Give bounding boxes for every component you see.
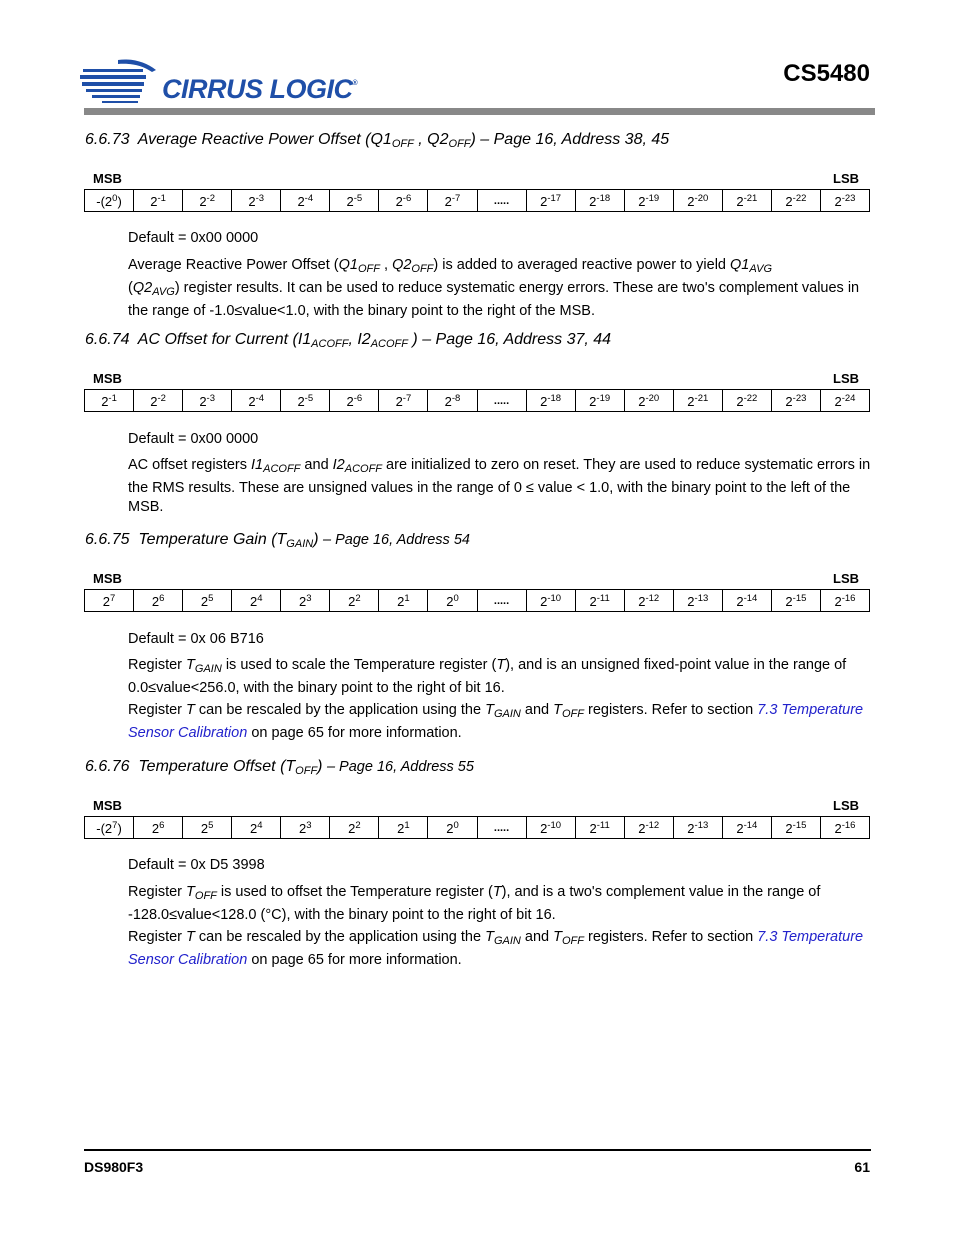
- part-number: CS5480: [783, 60, 870, 87]
- bit-cell: $2^1$: [379, 817, 428, 839]
- lsb-label: LSB: [833, 371, 859, 386]
- bit-cell: $2^{-11}$: [575, 817, 624, 839]
- bit-cell: $2^{-19}$: [624, 190, 673, 212]
- bit-cell: $2^{-19}$: [575, 390, 624, 412]
- section-heading: 6.6.75 Temperature Gain $(T_{GAIN})$ – Page 16, Address 54: [85, 531, 470, 550]
- bit-cell: $2^{-6}$: [379, 190, 428, 212]
- register-bit-table: [84, 571, 870, 612]
- bit-cell: $2^{-20}$: [673, 190, 722, 212]
- bit-cell: $2^{-3}$: [232, 190, 281, 212]
- section-link[interactable]: 7.3 Temperature Sensor Calibration: [128, 929, 864, 968]
- bit-cell: $2^{-23}$: [820, 190, 869, 212]
- header-rule: [84, 108, 875, 115]
- bit-cell: $2^6$: [134, 590, 183, 612]
- bit-cell: $2^{-11}$: [575, 590, 624, 612]
- bit-cell: $2^2$: [330, 590, 379, 612]
- page-number: 61: [854, 1159, 870, 1175]
- section-heading: 6.6.73 Average Reactive Power Offset ($Q1_{OFF}$ , $Q2_{OFF}$) – Page 16, Address 38, 45: [85, 131, 670, 150]
- default-value: Default = 0x00 0000: [128, 431, 259, 447]
- default-value: Default = 0x 06 B716: [128, 631, 264, 647]
- bit-cell: $2^{-15}$: [771, 817, 820, 839]
- bit-cell: $2^{-7}$: [428, 190, 477, 212]
- section-heading: 6.6.76 Temperature Offset $(T_{OFF})$ – Page 16, Address 55: [85, 758, 474, 777]
- bit-cell: $2^7$: [85, 590, 134, 612]
- bit-ellipsis-cell: .....: [477, 390, 526, 412]
- bit-cell: $2^3$: [281, 817, 330, 839]
- register-bit-table: [84, 371, 870, 412]
- bit-cell: $2^{-14}$: [722, 590, 771, 612]
- bit-cell: $2^4$: [232, 817, 281, 839]
- bit-cell: $2^{-15}$: [771, 590, 820, 612]
- bit-cell: $2^{-8}$: [428, 390, 477, 412]
- bit-cell: $2^{-7}$: [379, 390, 428, 412]
- bit-cell: $2^{-21}$: [673, 390, 722, 412]
- bit-cell: $2^{-3}$: [183, 390, 232, 412]
- logo-swoosh-icon: [80, 56, 160, 108]
- bit-cell: $2^1$: [379, 590, 428, 612]
- bit-cell: $2^0$: [428, 590, 477, 612]
- bit-cell: $2^{-4}$: [281, 190, 330, 212]
- bit-cell: $2^{-16}$: [820, 817, 869, 839]
- bit-cell: $2^{-13}$: [673, 590, 722, 612]
- bit-cell: $2^{-22}$: [771, 190, 820, 212]
- description-paragraph: Average Reactive Power Offset ($Q1_{OFF}$ , $Q2_{OFF}$) is added to averaged reactive power to yield $Q1_{AVG}$ $(Q2_{AVG})$ register results. It can be used to reduce systematic energy errors. These are two's complement values in the range of -1.0≤value<1.0, with the binary point to the right of the MSB.: [128, 257, 860, 319]
- bit-cell: $2^5$: [183, 817, 232, 839]
- bit-cell: $2^0$: [428, 817, 477, 839]
- register-bit-table: [84, 798, 870, 839]
- bit-cell: $2^{-1}$: [134, 190, 183, 212]
- section-heading: 6.6.74 AC Offset for Current ($I1_{ACOFF}$, $I2_{ACOFF}$ ) – Page 16, Address 37, 44: [85, 331, 612, 350]
- bit-cell: $2^{-20}$: [624, 390, 673, 412]
- lsb-label: LSB: [833, 571, 859, 586]
- bit-ellipsis-cell: .....: [477, 190, 526, 212]
- cirrus-logic-logo: [80, 56, 358, 108]
- bit-cell: $2^3$: [281, 590, 330, 612]
- msb-label: MSB: [93, 798, 122, 813]
- bit-cell: $2^6$: [134, 817, 183, 839]
- bit-cell: $2^2$: [330, 817, 379, 839]
- bit-cell: $2^{-13}$: [673, 817, 722, 839]
- bit-cell: $2^{-12}$: [624, 817, 673, 839]
- description-paragraph: Register $T_{GAIN}$ is used to scale the Temperature register (T), and is an unsigned fixed-point value in the range of 0.0≤value<256.0, with the binary point to the right of bit 16.: [128, 657, 847, 696]
- bit-cell: $2^{-5}$: [330, 190, 379, 212]
- bit-cell: $2^5$: [183, 590, 232, 612]
- bit-cell: $2^{-2}$: [134, 390, 183, 412]
- bit-cell: $-(2^7)$: [85, 817, 134, 839]
- bit-cell: $2^{-14}$: [722, 817, 771, 839]
- bit-cell: $2^{-1}$: [85, 390, 134, 412]
- bit-cell: $2^{-16}$: [820, 590, 869, 612]
- logo-wordmark: CIRRUS LOGIC: [162, 74, 353, 104]
- bit-ellipsis-cell: .....: [477, 590, 526, 612]
- bit-cell: $2^{-18}$: [575, 190, 624, 212]
- section-link[interactable]: 7.3 Temperature Sensor Calibration: [128, 702, 864, 741]
- bit-ellipsis-cell: .....: [477, 817, 526, 839]
- msb-label: MSB: [93, 571, 122, 586]
- registered-mark: ®: [352, 80, 358, 87]
- lsb-label: LSB: [833, 171, 859, 186]
- bit-cell: $2^{-10}$: [526, 590, 575, 612]
- document-id: DS980F3: [84, 1159, 144, 1175]
- msb-label: MSB: [93, 371, 122, 386]
- bit-cell: $2^{-22}$: [722, 390, 771, 412]
- bit-cell: $2^{-18}$: [526, 390, 575, 412]
- bit-cell: $2^{-6}$: [330, 390, 379, 412]
- bit-cell: $2^{-2}$: [183, 190, 232, 212]
- bit-cell: $2^{-10}$: [526, 817, 575, 839]
- description-paragraph: AC offset registers $I1_{ACOFF}$ and $I2_{ACOFF}$ are initialized to zero on reset. They are used to reduce systematic errors in the RMS results. These are unsigned values in the range of 0 ≤ value < 1.0, with the binary point to the left of the MSB.: [128, 457, 871, 515]
- bit-cell: $2^4$: [232, 590, 281, 612]
- footer-rule: [84, 1149, 871, 1151]
- bit-cell: $2^{-21}$: [722, 190, 771, 212]
- bit-cell: $2^{-4}$: [232, 390, 281, 412]
- msb-label: MSB: [93, 171, 122, 186]
- bit-cell: $2^{-23}$: [771, 390, 820, 412]
- description-paragraph: Register $T_{OFF}$ is used to offset the Temperature register (T), and is a two's complement value in the range of -128.0≤value<128.0 (°C), with the binary point to the right of bit 16.: [128, 884, 821, 923]
- bit-cell: $2^{-17}$: [526, 190, 575, 212]
- register-bit-table: [84, 171, 870, 212]
- bit-cell: $2^{-12}$: [624, 590, 673, 612]
- description-paragraph: Register T can be rescaled by the application using the $T_{GAIN}$ and $T_{OFF}$ registers. Refer to section 7.3 Temperature Sensor Calibration on page 65 for more information.: [128, 702, 864, 741]
- default-value: Default = 0x00 0000: [128, 230, 259, 246]
- lsb-label: LSB: [833, 798, 859, 813]
- default-value: Default = 0x D5 3998: [128, 857, 265, 873]
- bit-cell: $2^{-5}$: [281, 390, 330, 412]
- bit-cell: $-(2^0)$: [85, 190, 134, 212]
- bit-cell: $2^{-24}$: [820, 390, 869, 412]
- description-paragraph: Register T can be rescaled by the application using the $T_{GAIN}$ and $T_{OFF}$ registers. Refer to section 7.3 Temperature Sensor Calibration on page 65 for more information.: [128, 929, 864, 968]
